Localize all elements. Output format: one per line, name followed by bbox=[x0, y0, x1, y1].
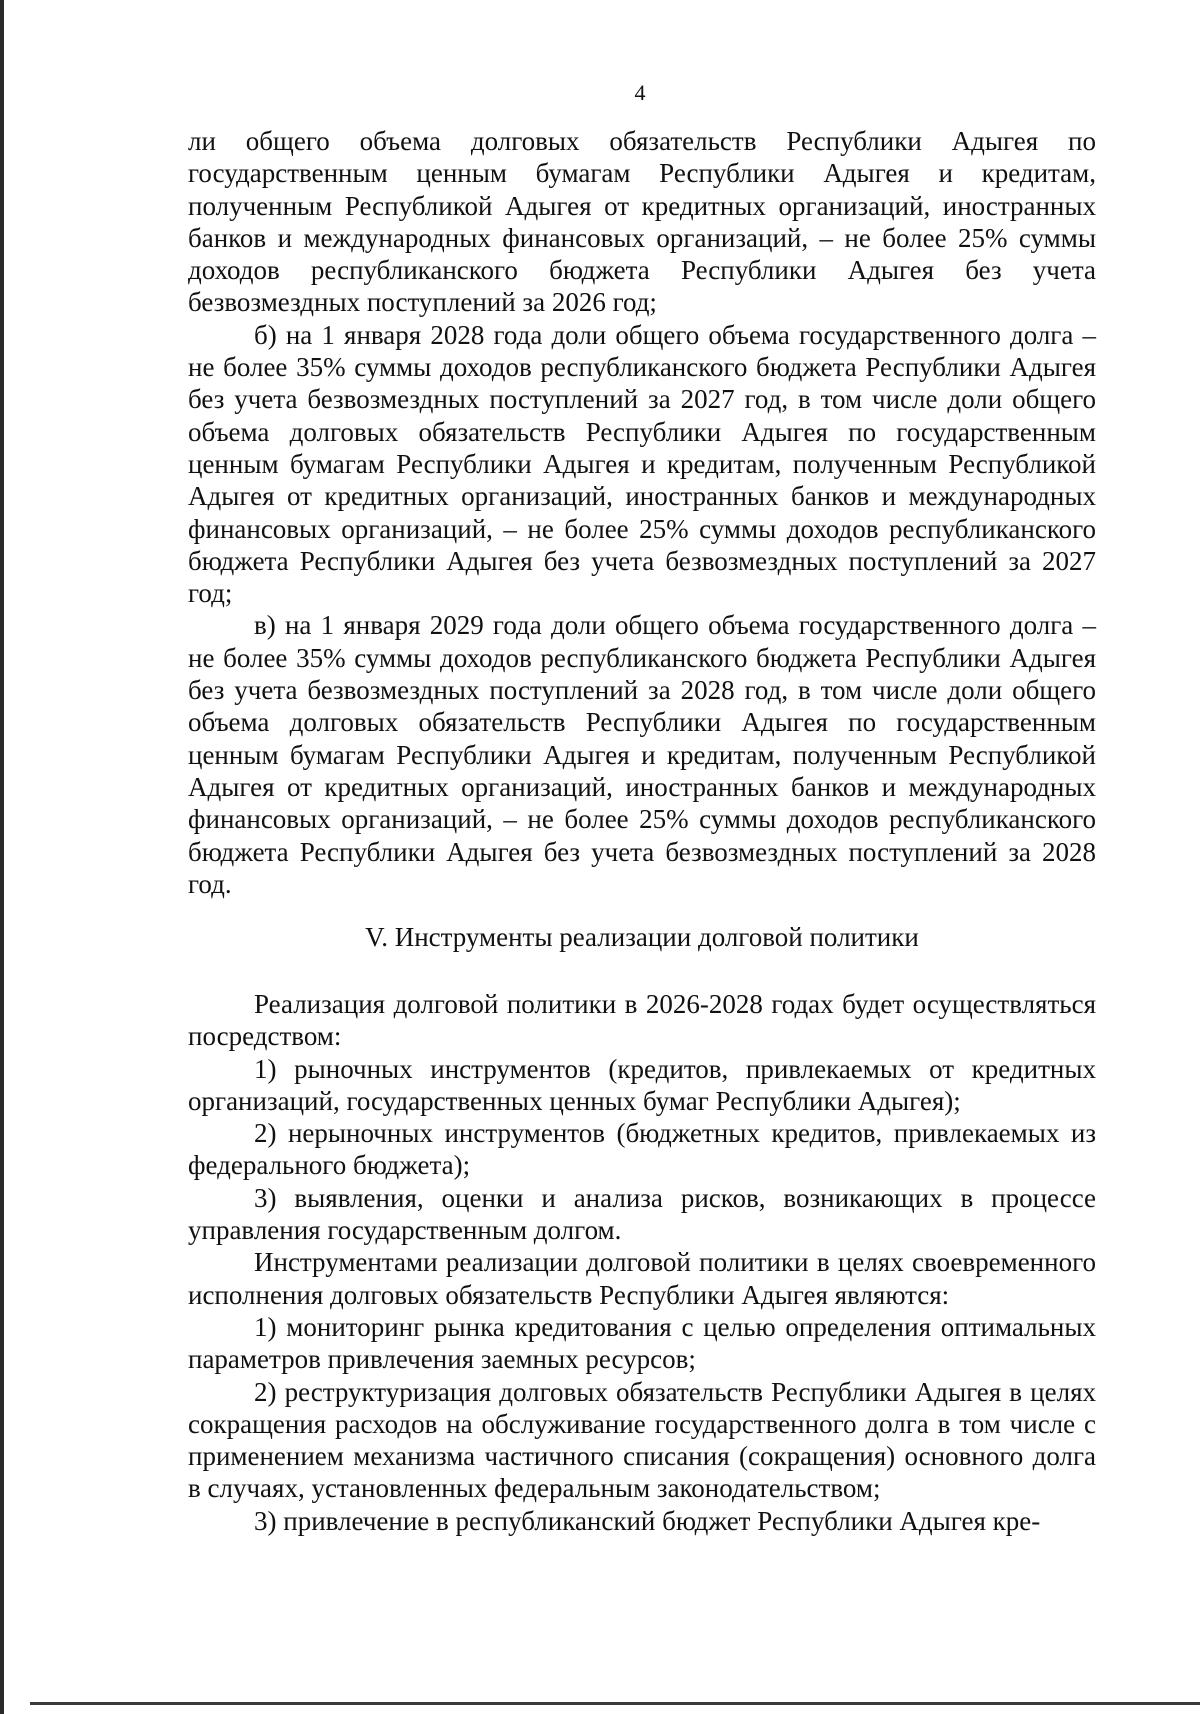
paragraph-instruments-intro: Инструментами реализации долговой политики в целях своевременного исполнения долговых обязательств Республики Адыгея являются: bbox=[188, 1247, 1096, 1310]
list-item-borrowing: 3) привлечение в республиканский бюджет Республики Адыгея кре- bbox=[254, 1505, 1041, 1536]
list-item-market-instruments: 1) рыночных инструментов (кредитов, привлекаемых от кредитных организаций, государственных ценных бумаг Республики Адыгея); bbox=[188, 1053, 1096, 1116]
section-heading: V. Инструменты реализации долговой политики bbox=[365, 922, 919, 952]
list-item-nonmarket-instruments: 2) нерыночных инструментов (бюджетных кредитов, привлекаемых из федерального бюджета); bbox=[188, 1118, 1096, 1181]
paragraph-continuation: ли общего объема долговых обязательств Республики Адыгея по государственным ценным бумагам Республики Адыгея и кредитам, полученным Республикой Адыгея от кредитных организаций, иностранных банков и международных финансовых организаций, – не более 25% суммы доходов республиканского бюджета Республики Адыгея без учета безвозмездных поступлений за 2026 год; bbox=[188, 126, 1096, 318]
scan-edge-left bbox=[0, 0, 4, 1714]
page-number: 4 bbox=[634, 80, 646, 105]
body-text-bottom bbox=[188, 988, 1096, 1537]
scan-edge-bottom bbox=[30, 1702, 1200, 1705]
body-text-top bbox=[188, 125, 1096, 900]
paragraph-item-v: в) на 1 января 2029 года доли общего объема государственного долга – не более 35% суммы доходов республиканского бюджета Республики Адыгея без учета безвозмездных поступлений за 2028 год, в том числе доли общего объема долговых обязательств Республики Адыгея по государственным ценным бумагам Республики Адыгея и кредитам, полученным Республикой Адыгея от кредитных организаций, иностранных банков и международных финансовых организаций, – не более 25% суммы доходов республиканского бюджета Республики Адыгея без учета безвозмездных поступлений за 2028 год. bbox=[188, 610, 1096, 899]
list-item-monitoring: 1) мониторинг рынка кредитования с целью определения оптимальных параметров привлечения заемных ресурсов; bbox=[188, 1311, 1096, 1375]
paragraph-intro: Реализация долговой политики в 2026-2028 годах будет осуществляться посредством: bbox=[188, 989, 1096, 1052]
list-item-risk-analysis: 3) выявления, оценки и анализа рисков, возникающих в процессе управления государственным долгом. bbox=[188, 1182, 1096, 1246]
paragraph-item-b: б) на 1 января 2028 года доли общего объема государственного долга – не более 35% суммы доходов республиканского бюджета Республики Адыгея без учета безвозмездных поступлений за 2027 год, в том числе доли общего объема долговых обязательств Республики Адыгея по государственным ценным бумагам Республики Адыгея и кредитам, полученным Республикой Адыгея от кредитных организаций, иностранных банков и международных финансовых организаций, – не более 25% суммы доходов республиканского бюджета Республики Адыгея без учета безвозмездных поступлений за 2027 год; bbox=[188, 319, 1096, 609]
list-item-restructuring: 2) реструктуризация долговых обязательств Республики Адыгея в целях сокращения расходов на обслуживание государственного долга в том числе с применением механизма частичного списания (сокращения) основного долга в случаях, установленных федеральным законодательством; bbox=[188, 1376, 1096, 1504]
